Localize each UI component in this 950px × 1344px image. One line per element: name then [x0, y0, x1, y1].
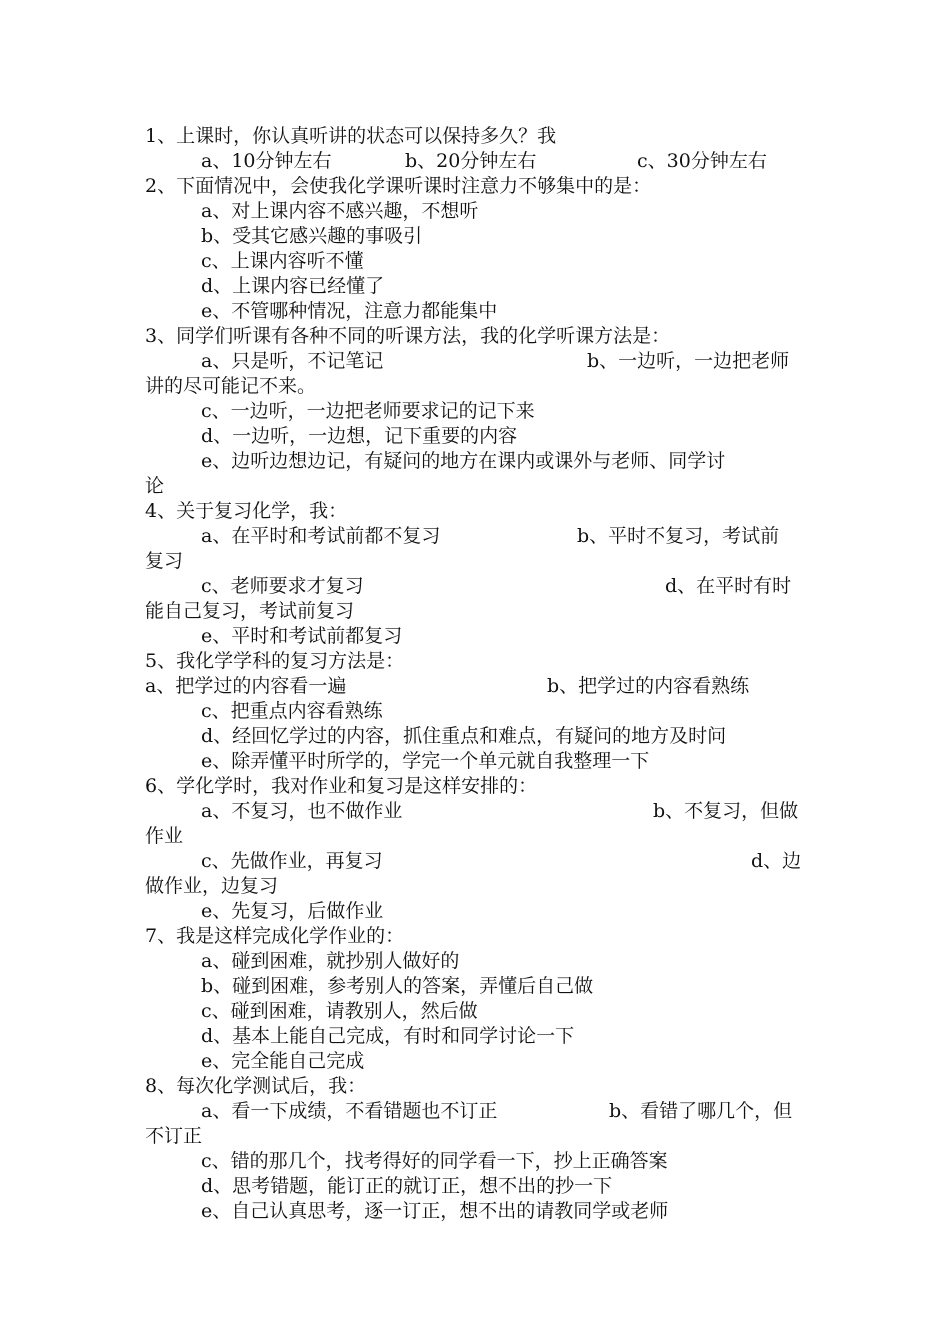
question-5-options-ab [145, 674, 807, 699]
question-7-option-e: e、完全能自己完成 [201, 1050, 365, 1072]
question-3-option-c: c、一边听，一边把老师要求记的记下来 [201, 400, 535, 422]
question-1-title: 1、上课时，你认真听讲的状态可以保持多久？我 [145, 125, 557, 147]
question-5-title: 5、我化学学科的复习方法是： [145, 650, 405, 672]
question-1-option-c: c、30分钟左右 [637, 150, 767, 172]
question-7-option-c: c、碰到困难，请教别人，然后做 [201, 1000, 478, 1022]
question-3-option-d: d、一边听，一边想，记下重要的内容 [201, 425, 518, 447]
question-6-option-d: d、边 [751, 850, 802, 872]
question-3-option-b-continued: 讲的尽可能记不来。 [145, 375, 317, 397]
question-6-option-c: c、先做作业，再复习 [201, 850, 383, 872]
question-7-title: 7、我是这样完成化学作业的： [145, 925, 405, 947]
question-6-option-e: e、先复习，后做作业 [201, 900, 384, 922]
question-4-option-d-continued: 能自己复习，考试前复习 [145, 600, 355, 622]
question-5-option-a: a、把学过的内容看一遍 [145, 675, 347, 697]
question-8-option-d: d、思考错题，能订正的就订正，想不出的抄一下 [201, 1175, 613, 1197]
question-4-option-e: e、平时和考试前都复习 [201, 625, 403, 647]
question-4-options-ab [145, 524, 807, 549]
question-8-options-ab [145, 1099, 807, 1124]
question-3-title: 3、同学们听课有各种不同的听课方法，我的化学听课方法是： [145, 325, 671, 347]
question-6-option-d-continued: 做作业，边复习 [145, 875, 279, 897]
question-6-title: 6、学化学时，我对作业和复习是这样安排的： [145, 775, 538, 797]
question-8-option-b: b、看错了哪几个，但 [609, 1100, 793, 1122]
question-7-option-d: d、基本上能自己完成，有时和同学讨论一下 [201, 1025, 575, 1047]
question-4-option-d: d、在平时有时 [665, 575, 792, 597]
question-6-option-b: b、不复习，但做 [653, 800, 799, 822]
question-5-option-d: d、经回忆学过的内容，抓住重点和难点，有疑问的地方及时问 [201, 725, 727, 747]
question-3-option-e-continued: 论 [145, 475, 165, 497]
question-6-options-ab [145, 799, 807, 824]
question-6-option-b-continued: 作业 [145, 825, 184, 847]
question-6-option-a: a、不复习，也不做作业 [201, 800, 403, 822]
question-8-title: 8、每次化学测试后，我： [145, 1075, 367, 1097]
question-8-option-e: e、自己认真思考，逐一订正，想不出的请教同学或老师 [201, 1200, 669, 1222]
question-1-option-b: b、20分钟左右 [405, 150, 537, 172]
question-8-option-c: c、错的那几个，找考得好的同学看一下，抄上正确答案 [201, 1150, 668, 1172]
question-4-option-a: a、在平时和考试前都不复习 [201, 525, 441, 547]
question-8-option-b-continued: 不订正 [145, 1125, 203, 1147]
question-2-option-c: c、上课内容听不懂 [201, 250, 364, 272]
question-4-option-b-continued: 复习 [145, 550, 184, 572]
question-5-option-e: e、除弄懂平时所学的，学完一个单元就自我整理一下 [201, 750, 650, 772]
question-4-options-cd [145, 574, 807, 599]
question-4-title: 4、关于复习化学，我： [145, 500, 348, 522]
question-3-options-ab [145, 349, 807, 374]
question-7-option-a: a、碰到困难，就抄别人做好的 [201, 950, 460, 972]
question-2-option-d: d、上课内容已经懂了 [201, 275, 385, 297]
question-1-options [145, 149, 807, 174]
question-6-options-cd [145, 849, 807, 874]
question-4-option-b: b、平时不复习，考试前 [577, 525, 780, 547]
question-2-option-a: a、对上课内容不感兴趣，不想听 [201, 200, 479, 222]
question-5-option-b: b、把学过的内容看熟练 [547, 675, 750, 697]
question-3-option-a: a、只是听，不记笔记 [201, 350, 384, 372]
question-7-option-b: b、碰到困难，参考别人的答案，弄懂后自己做 [201, 975, 594, 997]
questionnaire [145, 124, 807, 1224]
question-2-option-e: e、不管哪种情况，注意力都能集中 [201, 300, 498, 322]
question-2-title: 2、下面情况中，会使我化学课听课时注意力不够集中的是： [145, 175, 652, 197]
question-2-option-b: b、受其它感兴趣的事吸引 [201, 225, 423, 247]
question-5-option-c: c、把重点内容看熟练 [201, 700, 383, 722]
question-8-option-a: a、看一下成绩，不看错题也不订正 [201, 1100, 498, 1122]
question-1-option-a: a、10分钟左右 [201, 150, 332, 172]
question-3-option-e: e、边听边想边记，有疑问的地方在课内或课外与老师、同学讨 [201, 450, 726, 472]
question-4-option-c: c、老师要求才复习 [201, 575, 364, 597]
question-3-option-b: b、一边听，一边把老师 [587, 350, 790, 372]
